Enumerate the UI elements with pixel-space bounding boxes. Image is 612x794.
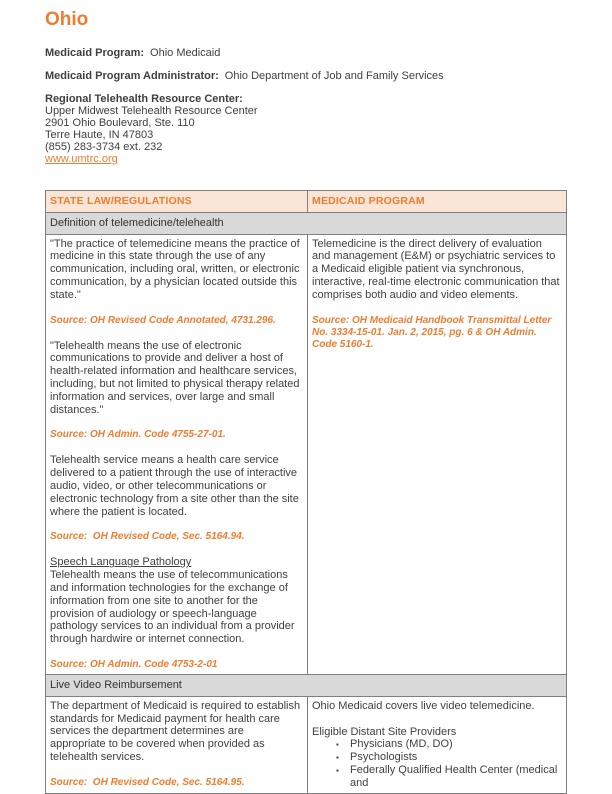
section-title-definition: Definition of telemedicine/telehealth [46,212,567,234]
resource-center-label: Regional Telehealth Resource Center: [45,93,243,105]
list-item: ▪ Physicians (MD, DO) [312,738,560,751]
definition-law-paragraph-3: Telehealth service means a health care service delivered to a patient through the use of interactive audio, video, or other telecommunications or electronic technology from a site other than the site where the patient is located. [50,454,299,518]
speech-language-pathology-text: Telehealth means the use of telecommunications and information technologies for the exchange of information from one site to another for the provision of audiology or speech-language pathology services to an individual from a provider through hardwire or internet connection. [50,569,295,646]
medicaid-program-value: Ohio Medicaid [150,47,221,59]
page-title: Ohio [45,9,89,30]
live-video-law-paragraph-1: The department of Medicaid is required to establish standards for Medicaid payment for health care services the department determines are appropriate to be covered when provided as telehealth services. [50,699,301,763]
definition-law-source-2: Source: OH Admin. Code 4755-27-01. [50,429,226,441]
administrator-label: Medicaid Program Administrator: [45,70,219,82]
resource-center-link[interactable]: www.umtrc.org [45,153,118,165]
column-header-state-law: STATE LAW/REGULATIONS [46,191,308,213]
eligible-providers-list [312,738,560,789]
definition-law-source-4: Source: OH Admin. Code 4753-2-01 [50,658,218,670]
administrator-value: Ohio Department of Job and Family Services [224,70,444,82]
list-item: ▪ Federally Qualified Health Center (medical and [312,764,560,790]
table-header-row [46,191,567,213]
medicaid-program-label: Medicaid Program: [45,47,145,59]
state-law-medicaid-table [45,190,567,794]
definition-medicaid-cell [308,234,567,674]
definition-state-law-cell [46,234,308,674]
speech-language-pathology-heading: Speech Language Pathology [50,556,192,569]
live-video-body-row [46,696,567,793]
live-video-medicaid-cell [308,696,567,793]
definition-law-paragraph-1: "The practice of telemedicine means the practice of medicine in this state through the use of any communication, including oral, written, or electronic communication, by a physician located outside this state." [50,237,300,301]
definition-law-source-3: Source: OH Revised Code, Sec. 5164.94. [50,531,245,543]
live-video-medicaid-paragraph-1: Ohio Medicaid covers live video telemedicine. [312,699,535,712]
live-video-law-source-1: Source: OH Revised Code, Sec. 5164.95. [50,776,245,788]
section-row-definition [46,212,567,234]
resource-center-address-line1: 2901 Ohio Boulevard, Ste. 110 [45,117,195,129]
definition-medicaid-paragraph-1: Telemedicine is the direct delivery of evaluation and management (E&M) or psychiatric services to a Medicaid eligible patient via synchronous, interactive, real-time electronic communication that comprises both audio and video elements. [312,237,560,301]
list-item: ▪ Psychologists [312,751,560,764]
resource-center-name: Upper Midwest Telehealth Resource Center [45,105,258,117]
resource-center-address-line2: Terre Haute, IN 47803 [45,129,154,141]
resource-center-block [45,93,567,165]
resource-center-phone: (855) 283-3734 ext. 232 [45,141,163,153]
definition-body-row [46,234,567,674]
column-header-medicaid-program: MEDICAID PROGRAM [308,191,567,213]
medicaid-program-field [45,47,567,60]
section-row-live-video [46,674,567,696]
definition-law-paragraph-2: "Telehealth means the use of electronic communications to provide and deliver a host of health-related information and healthcare services, including, but not limited to physical therapy related information and services, over large and small distances." [50,339,300,416]
live-video-state-law-cell [46,696,308,793]
eligible-providers-heading: Eligible Distant Site Providers [312,725,457,738]
definition-law-source-1: Source: OH Revised Code Annotated, 4731.296. [50,314,276,326]
definition-law-paragraph-4 [50,556,301,646]
administrator-field [45,70,567,83]
section-title-live-video: Live Video Reimbursement [46,674,567,696]
definition-medicaid-source-1: Source: OH Medicaid Handbook Transmittal Letter No. 3334-15-01. Jan. 2, 2015, pg. 6 & OH Admin. Code 5160-1. [312,314,555,350]
